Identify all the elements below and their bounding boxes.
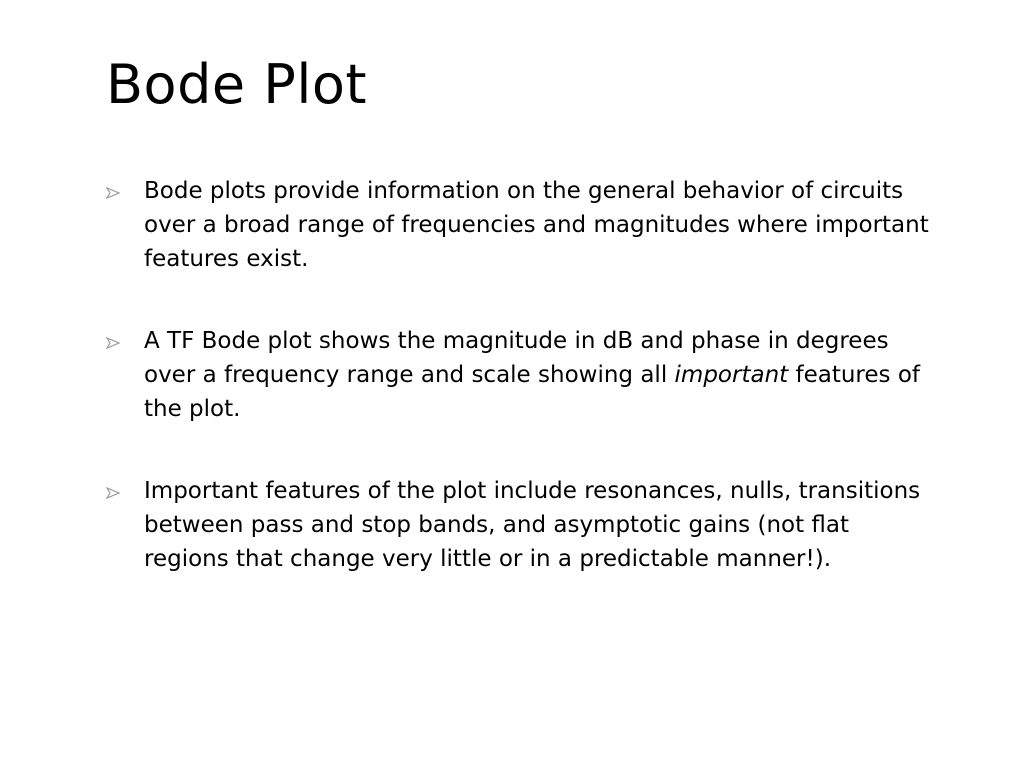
bullet-text: Important features of the plot include resonances, nulls, transitions between pass and stop bands, and asymptotic gains (not flat regions that change very little or in a predictable manner!). (144, 478, 921, 572)
arrowhead-bullet-icon (106, 487, 120, 499)
bullet-text-part: A TF Bode plot shows the magnitude in dB and phase in degrees over a frequency range and scale showing all (144, 328, 889, 388)
bullet-text-part: features of the plot. (144, 362, 920, 422)
arrowhead-bullet-icon (106, 187, 120, 199)
emphasis-text: important (674, 362, 789, 388)
slide-title: Bode Plot (106, 53, 368, 116)
bullet-item (106, 474, 936, 576)
bullet-text: Bode plots provide information on the general behavior of circuits over a broad range of frequencies and magnitudes where important features exist. (144, 178, 929, 272)
bullet-item (106, 174, 936, 276)
arrowhead-bullet-icon (106, 337, 120, 349)
bullet-text (144, 328, 920, 422)
bullet-list (106, 174, 936, 624)
bullet-item (106, 324, 936, 426)
